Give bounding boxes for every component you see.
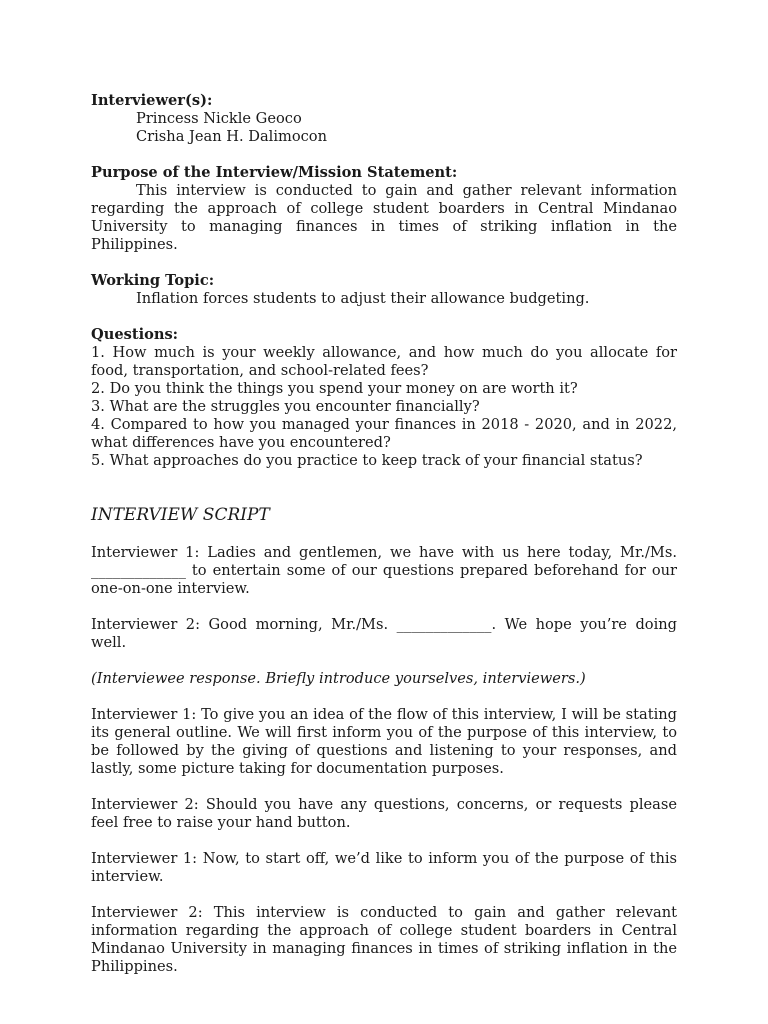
script-paragraph: Interviewer 1: Ladies and gentlemen, we have with us here today, Mr./Ms. _____________ to entertain some of our questions prepared beforehand for our one-on-one interview. xyxy=(91,544,677,597)
question-item: 2. Do you think the things you spend your money on are worth it? xyxy=(91,380,578,397)
script-paragraph: Interviewer 1: Now, to start off, we’d like to inform you of the purpose of this interview. xyxy=(91,850,677,885)
interviewer-name: Crisha Jean H. Dalimocon xyxy=(136,128,327,145)
purpose-text: This interview is conducted to gain and gather relevant information regarding the approach of college student boarders in Central Mindanao University to managing finances in times of striking inflation in the Philippines. xyxy=(91,182,677,253)
script-heading: INTERVIEW SCRIPT xyxy=(91,505,270,525)
script-paragraph: Interviewer 2: Good morning, Mr./Ms. _____________. We hope you’re doing well. xyxy=(91,616,677,651)
purpose-section xyxy=(91,164,677,254)
question-item: 4. Compared to how you managed your finances in 2018 - 2020, and in 2022, what differences have you encountered? xyxy=(91,416,677,451)
working-topic-text: Inflation forces students to adjust their allowance budgeting. xyxy=(136,290,590,307)
question-item: 3. What are the struggles you encounter financially? xyxy=(91,398,480,415)
script-paragraph: Interviewer 2: Should you have any questions, concerns, or requests please feel free to raise your hand button. xyxy=(91,796,677,831)
script-paragraph: Interviewer 2: This interview is conducted to gain and gather relevant information regarding the approach of college student boarders in Central Mindanao University in managing finances in times of striking inflation in the Philippines. xyxy=(91,904,677,975)
interviewers-label: Interviewer(s): xyxy=(91,92,213,109)
interviewer-name: Princess Nickle Geoco xyxy=(136,110,302,127)
purpose-label: Purpose of the Interview/Mission Statement: xyxy=(91,164,458,181)
interviewers-section xyxy=(91,92,677,146)
question-item: 5. What approaches do you practice to keep track of your financial status? xyxy=(91,452,643,469)
questions-section xyxy=(91,326,677,470)
question-item: 1. How much is your weekly allowance, and how much do you allocate for food, transportation, and school-related fees? xyxy=(91,344,677,379)
working-topic-label: Working Topic: xyxy=(91,272,215,289)
questions-label: Questions: xyxy=(91,326,179,343)
working-topic-section xyxy=(91,272,677,308)
script-paragraph: Interviewer 1: To give you an idea of the flow of this interview, I will be stating its general outline. We will first inform you of the purpose of this interview, to be followed by the giving of questions and listening to your responses, and lastly, some picture taking for documentation purposes. xyxy=(91,706,677,777)
script-stage-note: (Interviewee response. Briefly introduce yourselves, interviewers.) xyxy=(91,670,586,687)
